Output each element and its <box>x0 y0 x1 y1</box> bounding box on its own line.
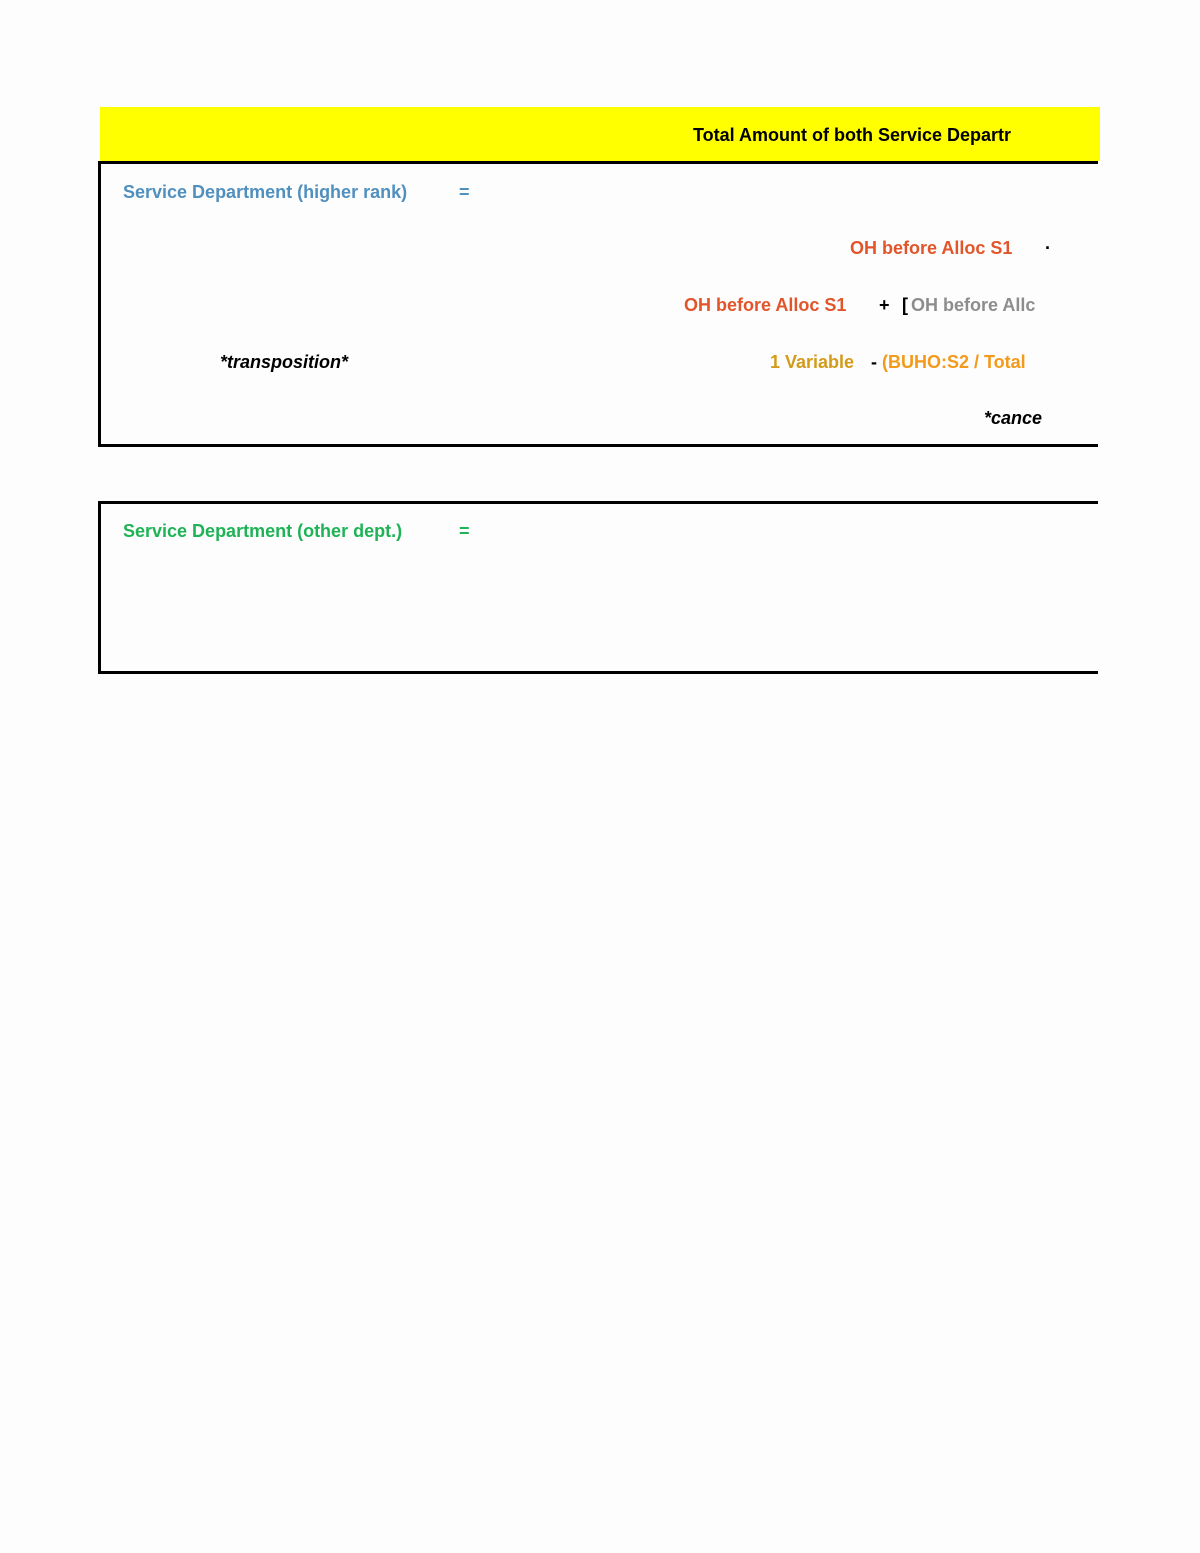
cancel-note: *cance <box>984 408 1043 428</box>
row2-bracket: [ <box>902 295 908 315</box>
higher-rank-heading: Service Department (higher rank) <box>123 182 408 202</box>
row3-variable: 1 Variable <box>770 352 855 372</box>
row3-minus: - <box>871 352 877 372</box>
row2-oh-label-2: OH before Allc <box>911 295 1036 315</box>
other-dept-equals: = <box>459 521 470 541</box>
row1-operator: · <box>1045 238 1051 258</box>
row2-plus: + <box>879 295 890 315</box>
other-dept-heading: Service Department (other dept.) <box>123 521 403 541</box>
row1-oh-label: OH before Alloc S1 <box>850 238 1013 258</box>
higher-rank-equals: = <box>459 182 470 202</box>
banner-title: Total Amount of both Service Departr <box>693 125 1012 145</box>
row3-fraction: (BUHO:S2 / Total <box>882 352 1026 372</box>
row2-oh-label: OH before Alloc S1 <box>684 295 847 315</box>
transposition-note: *transposition* <box>220 352 349 372</box>
